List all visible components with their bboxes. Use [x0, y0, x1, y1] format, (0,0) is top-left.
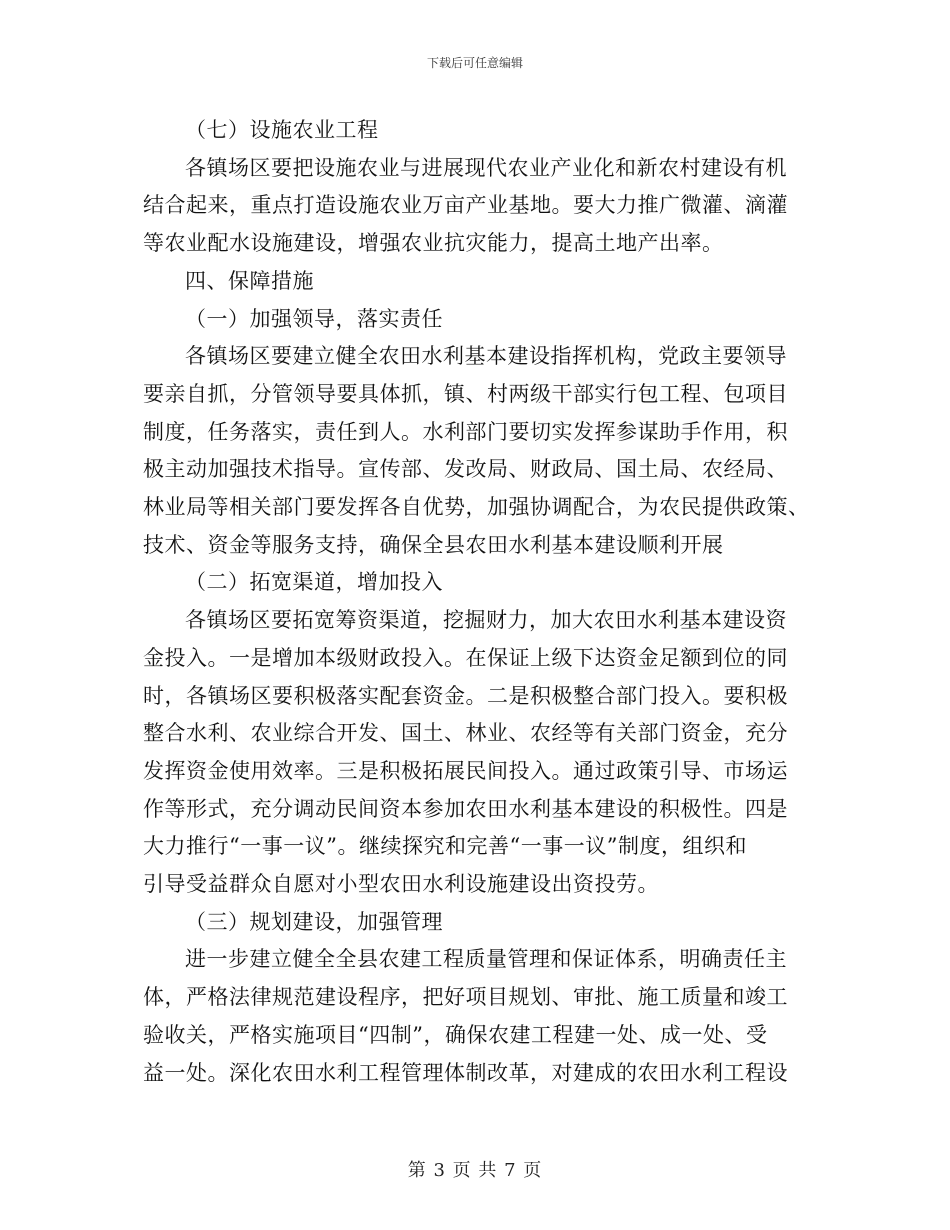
paragraph-line: 作等形式，充分调动民间资本参加农田水利基本建设的积极性。四是 [143, 796, 788, 821]
document-body [143, 112, 810, 1092]
paragraph-line: 各镇场区要拓宽筹资渠道，挖掘财力，加大农田水利基本建设资 [185, 608, 787, 633]
paragraph-line: 要亲自抓，分管领导要具体抓，镇、村两级干部实行包工程、包项目 [143, 381, 788, 406]
paragraph-line: 验收关，严格实施项目“四制”，确保农建工程建一处、成一处、受 [143, 1022, 768, 1047]
section-heading: 四、保障措施 [185, 268, 314, 293]
paragraph-line: 各镇场区要把设施农业与进展现代农业产业化和新农村建设有机 [185, 155, 787, 180]
paragraph-line: 等农业配水设施建设，增强农业抗灾能力，提高土地产出率。 [143, 231, 724, 256]
paragraph-line: 进一步建立健全全县农建工程质量管理和保证体系，明确责任主 [185, 947, 787, 972]
page-footer-number: 第 3 页 共 7 页 [407, 1160, 543, 1181]
section-heading: （七）设施农业工程 [185, 118, 379, 142]
section-heading: （一）加强领导，落实责任 [185, 306, 443, 331]
section-heading: （三）规划建设，加强管理 [185, 909, 443, 934]
paragraph-line: 极主动加强技术指导。宣传部、发改局、财政局、国土局、农经局、 [143, 457, 788, 482]
paragraph-line: 结合起来，重点打造设施农业万亩产业基地。要大力推广微灌、滴灌 [143, 193, 788, 218]
paragraph-line: 时，各镇场区要积极落实配套资金。二是积极整合部门投入。要积极 [143, 683, 788, 708]
paragraph-line: 金投入。一是增加本级财政投入。在保证上级下达资金足额到位的同 [143, 645, 788, 670]
section-heading: （二）拓宽渠道，增加投入 [185, 570, 443, 595]
paragraph-line: 益一处。深化农田水利工程管理体制改革，对建成的农田水利工程设 [143, 1060, 788, 1085]
paragraph-line: 大力推行“一事一议”。继续探究和完善“一事一议”制度，组织和 [143, 834, 747, 859]
paragraph-line: 林业局等相关部门要发挥各自优势，加强协调配合，为农民提供政策、 [143, 495, 810, 520]
paragraph-line: 整合水利、农业综合开发、国土、林业、农经等有关部门资金，充分 [143, 721, 788, 746]
paragraph-line: 体，严格法律规范建设程序，把好项目规划、审批、施工质量和竣工 [143, 985, 788, 1010]
paragraph-line: 各镇场区要建立健全农田水利基本建设指挥机构，党政主要领导 [185, 344, 787, 369]
paragraph-line: 技术、资金等服务支持，确保全县农田水利基本建设顺利开展 [143, 532, 724, 557]
paragraph-line: 引导受益群众自愿对小型农田水利设施建设出资投劳。 [143, 872, 659, 897]
paragraph-line: 制度，任务落实，责任到人。水利部门要切实发挥参谋助手作用，积 [143, 419, 788, 444]
paragraph-line: 发挥资金使用效率。三是积极拓展民间投入。通过政策引导、市场运 [143, 758, 788, 783]
page-header-note: 下载后可任意编辑 [426, 56, 523, 70]
